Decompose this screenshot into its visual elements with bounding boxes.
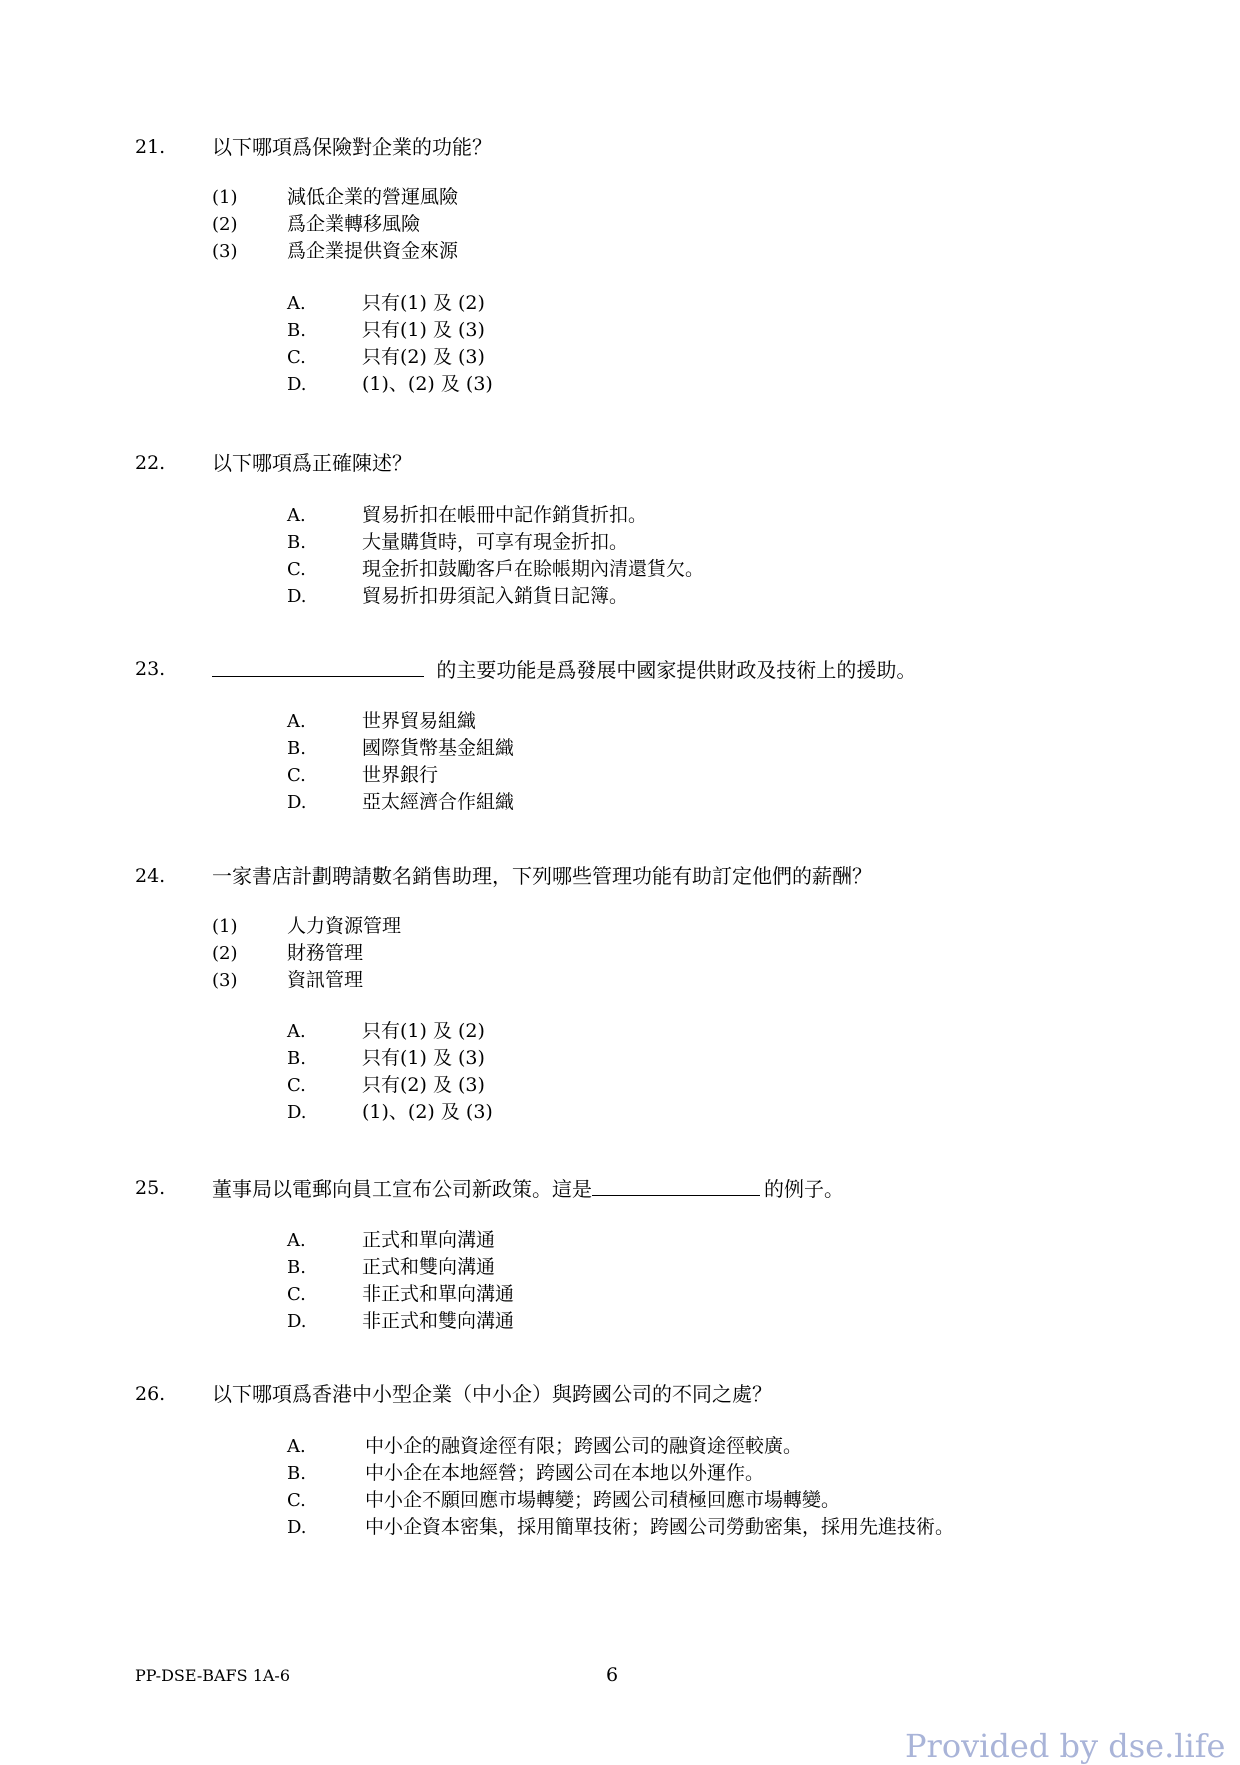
option-letter: B. xyxy=(287,738,306,759)
option-text: 現金折扣鼓勵客戶在賒帳期內清還貨欠。 xyxy=(362,558,705,580)
option-text: 貿易折扣毋須記入銷貨日記簿。 xyxy=(362,585,629,607)
option-letter: D. xyxy=(287,792,307,813)
option-letter: C. xyxy=(287,765,306,786)
option-text: 正式和單向溝通 xyxy=(362,1229,496,1251)
option-text: 中小企不願回應市場轉變；跨國公司積極回應市場轉變。 xyxy=(365,1489,841,1511)
answer-blank[interactable] xyxy=(592,1175,760,1196)
statement-number: (1) xyxy=(212,916,238,937)
option-text: 只有(2) 及 (3) xyxy=(362,1074,485,1096)
question-number: 26. xyxy=(135,1383,166,1405)
question-number: 23. xyxy=(135,658,166,680)
statement-number: (1) xyxy=(212,187,238,208)
option-letter: A. xyxy=(287,1230,306,1251)
option-text: 國際貨幣基金組織 xyxy=(362,737,515,759)
question-stem: 以下哪項爲香港中小型企業（中小企）與跨國公司的不同之處？ xyxy=(212,1382,772,1406)
statement-text: 資訊管理 xyxy=(287,969,364,991)
option-text: 世界貿易組織 xyxy=(362,710,477,732)
question-number: 22. xyxy=(135,452,166,474)
option-letter: A. xyxy=(287,1021,306,1042)
option-text: 只有(1) 及 (3) xyxy=(362,319,485,341)
option-text: 中小企在本地經營；跨國公司在本地以外運作。 xyxy=(365,1462,765,1484)
question-stem: 以下哪項爲正確陳述？ xyxy=(212,451,412,475)
option-letter: C. xyxy=(287,1075,306,1096)
option-text: (1)、(2) 及 (3) xyxy=(362,373,493,395)
option-text: 只有(1) 及 (2) xyxy=(362,1020,485,1042)
option-text: 正式和雙向溝通 xyxy=(362,1256,496,1278)
option-letter: A. xyxy=(287,711,306,732)
option-text: 大量購貨時，可享有現金折扣。 xyxy=(362,531,629,553)
option-letter: C. xyxy=(287,559,306,580)
question-stem-text: 的主要功能是爲發展中國家提供財政及技術上的援助。 xyxy=(436,658,917,682)
statement-number: (3) xyxy=(212,970,238,991)
statement-text: 財務管理 xyxy=(287,942,364,964)
question-stem xyxy=(212,1175,844,1202)
option-text: 中小企的融資途徑有限；跨國公司的融資途徑較廣。 xyxy=(365,1435,803,1457)
option-letter: A. xyxy=(287,505,306,526)
option-letter: B. xyxy=(287,1048,306,1069)
statement-text: 爲企業提供資金來源 xyxy=(287,240,459,262)
statement-number: (2) xyxy=(212,943,238,964)
question-stem: 一家書店計劃聘請數名銷售助理，下列哪些管理功能有助訂定他們的薪酬？ xyxy=(212,864,872,888)
question-stem xyxy=(212,656,916,683)
option-text: 亞太經濟合作組織 xyxy=(362,791,515,813)
option-letter: A. xyxy=(287,1436,306,1457)
option-letter: B. xyxy=(287,320,306,341)
statement-text: 爲企業轉移風險 xyxy=(287,213,421,235)
option-text: 只有(1) 及 (2) xyxy=(362,292,485,314)
option-letter: C. xyxy=(287,1490,306,1511)
option-text: 只有(2) 及 (3) xyxy=(362,346,485,368)
question-stem-text: 的例子。 xyxy=(764,1177,844,1201)
statement-text: 人力資源管理 xyxy=(287,915,402,937)
option-letter: B. xyxy=(287,1463,306,1484)
option-letter: C. xyxy=(287,347,306,368)
option-text: (1)、(2) 及 (3) xyxy=(362,1101,493,1123)
option-letter: B. xyxy=(287,1257,306,1278)
option-letter: D. xyxy=(287,374,307,395)
option-text: 非正式和雙向溝通 xyxy=(362,1310,515,1332)
page-number: 6 xyxy=(606,1664,619,1686)
question-number: 21. xyxy=(135,136,166,158)
option-letter: D. xyxy=(287,1102,307,1123)
option-letter: B. xyxy=(287,532,306,553)
statement-text: 減低企業的營運風險 xyxy=(287,186,459,208)
option-text: 中小企資本密集，採用簡單技術；跨國公司勞動密集，採用先進技術。 xyxy=(365,1516,955,1538)
answer-blank[interactable] xyxy=(212,656,424,677)
option-text: 貿易折扣在帳冊中記作銷貨折扣。 xyxy=(362,504,648,526)
watermark-link[interactable]: Provided by dse.life xyxy=(905,1727,1226,1765)
paper-code: PP-DSE-BAFS 1A-6 xyxy=(135,1666,291,1685)
question-stem: 以下哪項爲保險對企業的功能？ xyxy=(212,135,492,159)
option-text: 非正式和單向溝通 xyxy=(362,1283,515,1305)
statement-number: (2) xyxy=(212,214,238,235)
option-letter: A. xyxy=(287,293,306,314)
question-number: 24. xyxy=(135,865,166,887)
option-letter: D. xyxy=(287,1311,307,1332)
option-letter: D. xyxy=(287,1517,307,1538)
option-letter: C. xyxy=(287,1284,306,1305)
question-stem-text: 董事局以電郵向員工宣布公司新政策。這是 xyxy=(212,1177,592,1201)
statement-number: (3) xyxy=(212,241,238,262)
question-number: 25. xyxy=(135,1177,166,1199)
option-text: 只有(1) 及 (3) xyxy=(362,1047,485,1069)
option-text: 世界銀行 xyxy=(362,764,439,786)
option-letter: D. xyxy=(287,586,307,607)
